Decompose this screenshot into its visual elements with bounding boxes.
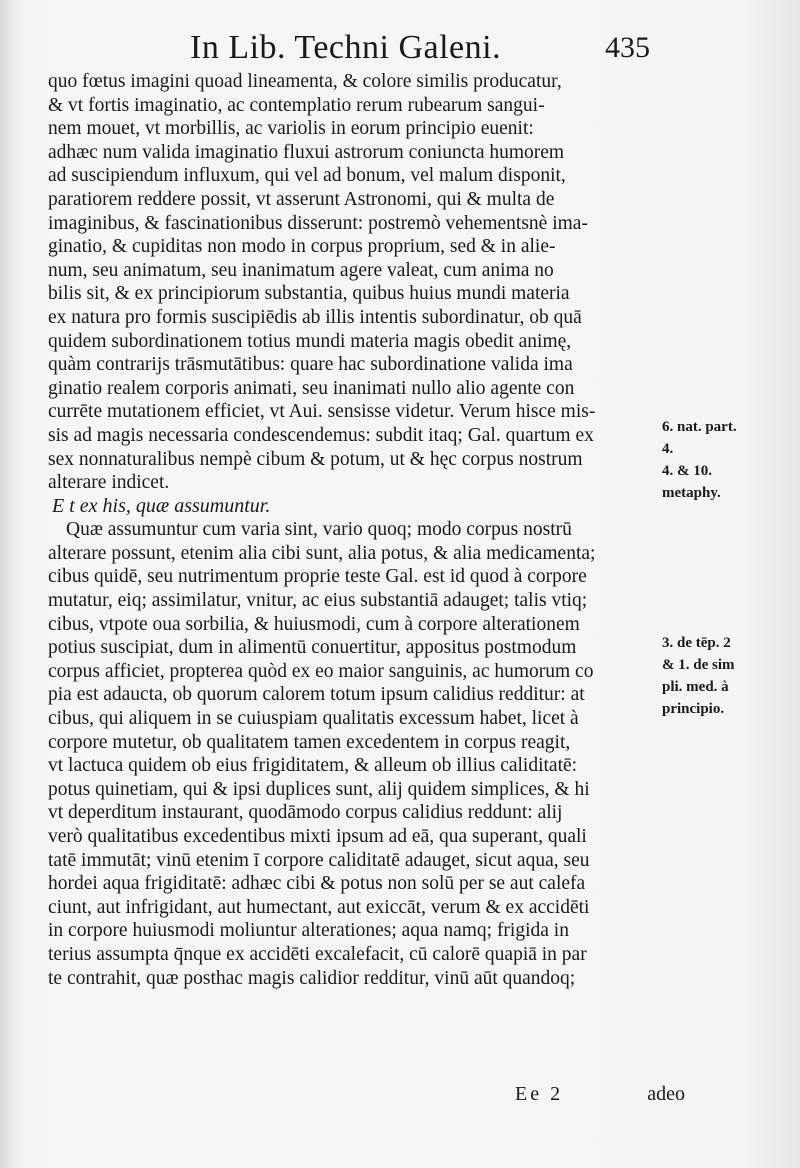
margin-note: metaphy. [662,485,721,501]
page-header [190,28,650,68]
text-line: mutatur, eiq; assimilatur, vnitur, ac eius substantiā adauget; talis vtiq; [48,590,588,612]
text-line: imaginibus, & fascinationibus disserunt: postremò vehementsnè ima- [48,212,588,234]
margin-note: pli. med. à [662,679,729,695]
text-line: quidem subordinationem totius mundi materia magis obedit animę, [48,330,572,352]
text-line: quo fœtus imagini quoad lineamenta, & colore similis producatur, [48,71,562,92]
catchword: adeo [647,1083,685,1105]
text-line: paratiorem reddere possit, vt asserunt Astronomi, qui & multa de [48,188,555,210]
margin-note: principio. [662,701,725,717]
text-line: bilis sit, & ex principiorum substantia, quibus huius mundi materia [48,283,570,305]
text-line: verò qualitatibus excedentibus mixti ipsum ad eā, qua superant, quali [48,826,587,847]
text-line: ad suscipiendum influxum, qui vel ad bonum, vel malum disponit, [48,165,566,187]
text-line: potius suscipiat, dum in alimentū conuertitur, appositus postmodum [48,637,577,659]
page-footer [505,1082,685,1106]
text-line: potus quinetiam, qui & ipsi duplices sunt, alij quidem simplices, & hi [48,778,590,800]
margin-note: 3. de tēp. 2 [662,635,731,651]
text-line: nem mouet, vt morbillis, ac variolis in eorum principio euenit: [48,118,534,140]
margin-note-group [662,416,794,504]
margin-note: 6. nat. part. [662,419,737,435]
text-line: adhæc num valida imaginatio fluxui astrorum coniuncta humorem [48,141,565,163]
text-line: hordei aqua frigiditatē: adhæc cibi & potus non solū per se aut calefa [48,873,586,895]
text-line: ex natura pro formis suscipiēdis ab illis intentis subordinatur, ob quā [48,306,582,328]
text-line: quàm contrarijs trāsmutātibus: quare hac subordinatione valida ima [48,354,573,376]
text-line: tatē immutāt; vinū etenim ī corpore caliditatē adauget, sicut aqua, seu [48,849,590,871]
margin-note: 4. [662,441,674,457]
margin-note-group [662,632,794,720]
margin-note: & 1. de sim [662,657,735,673]
signature-mark: Ee 2 [515,1083,564,1105]
text-line: corpus afficiet, propterea quòd ex eo maior sanguinis, ac humorum co [48,660,594,682]
text-line: & vt fortis imaginatio, ac contemplatio rerum rubearum sangui- [48,94,545,116]
text-line: cibus quidē, seu nutrimentum proprie teste Gal. est id quod à corpore [48,566,587,588]
margin-note: 4. & 10. [662,463,712,479]
running-head: In Lib. Techni Galeni. [190,29,502,66]
text-line: sex nonnaturalibus nempè cibum & potum, ut & hęc corpus nostrum [48,448,583,470]
text-line: corpore mutetur, ob qualitatem tamen excedentem in corpus reagit, [48,731,571,753]
text-line: in corpore huiusmodi moliuntur alterationes; aqua namq; frigida in [48,920,569,942]
text-line: alterare possunt, etenim alia cibi sunt, alia potus, & alia medicamenta; [48,542,596,564]
text-line: cibus, qui aliquem in se cuiuspiam qualitatis excessum habet, licet à [48,708,579,730]
text-line: ginatio realem corporis animati, seu inanimati nullo alio agente con [48,377,575,399]
text-line: te contrahit, quæ posthac magis calidior redditur, vinū aūt quandoq; [48,967,576,989]
text-line: ciunt, aut infrigidant, aut humectant, aut exiccāt, verum & ex accidēti [48,896,590,918]
text-line: ginatio, & cupiditas non modo in corpus proprium, sed & in alie- [48,236,556,258]
text-line: alterare indicet. [48,472,170,494]
text-line: sis ad magis necessaria condescendemus: subdit itaq; Gal. quartum ex [48,424,594,446]
page-number: 435 [605,31,650,64]
section-heading: E t ex his, quæ assumuntur. [52,494,271,517]
text-line: cibus, vtpote oua sorbilia, & huiusmodi, cum à corpore alterationem [48,613,580,635]
body-text [48,70,654,990]
text-line: vt deperditum instaurant, quodāmodo corpus calidius reddunt: alij [48,802,563,824]
text-line: pia est adaucta, ob quorum calorem totum ipsum calidius redditur: at [48,684,585,706]
text-line: num, seu animatum, seu inanimatum agere valeat, cum anima no [48,259,554,281]
text-line: vt lactuca quidem ob eius frigiditatem, & alleum ob illius caliditatē: [48,755,578,777]
text-line: terius assumpta q̄nque ex accidēti excalefacit, cū calorē quapiā in par [48,943,587,965]
text-line: currēte mutationem efficiet, vt Aui. sensisse videtur. Verum hisce mis- [48,401,596,423]
text-line: Quæ assumuntur cum varia sint, vario quoq; modo corpus nostrū [66,519,572,541]
